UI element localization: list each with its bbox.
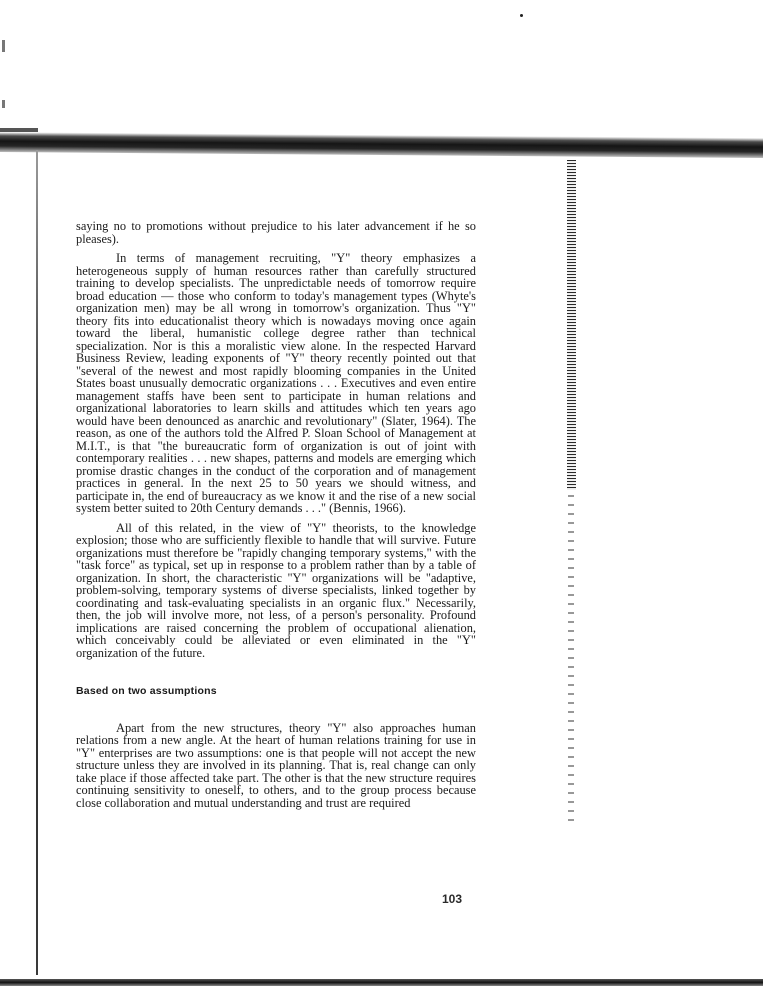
- scan-left-tick: [2, 40, 5, 52]
- page-number: 103: [442, 892, 463, 906]
- scan-speck: [520, 14, 523, 17]
- scan-left-edge-line: [36, 150, 38, 975]
- section-heading: Based on two assumptions: [76, 685, 217, 697]
- paragraph-two-assumptions: Apart from the new structures, theory "Y" also approaches human relations from a new angle. At the heart of human relations training for use in "Y" enterprises are two assumptions: one is that people will not accept the new structure unless they are involved in its planning. That is, real change can only take place if those affected take part. The other is that the new structure requires continuing sensitivity to oneself, to others, and to the group process because close collaboration and mutual understanding and trust are required: [76, 720, 476, 810]
- paragraph-management-recruiting: In terms of management recruiting, "Y" theory emphasizes a heterogeneous supply of human resources rather than carefully structured training to develop specialists. The unpredictable needs of tomorrow require broad education — those who conform to today's management types (Whyte's organization men) may be all wrong in tomorrow's organization. Thus "Y" theory fits into educationalist theory which is nowadays moving once again toward the liberal, humanistic college degree rather than technical specialization. Nor is this a moralistic view alone. In the respected Harvard Business Review, leading exponents of "Y" theory recently pointed out that "several of the newest and most rapidly blooming companies in the United States boast unusually democratic organizations . . . Executives and even entire management staffs have been sent to participate in human relations and organizational laboratories to learn skills and attitudes which ten years ago would have been denounced as anarchic and revolutionary" (Slater, 1964). The reason, as one of the authors told the Alfred P. Sloan School of Management at M.I.T., is that "the bureaucratic form of organization is out of joint with contemporary realities . . . new shapes, patterns and models are emerging which promise drastic changes in the conduct of the corporation and of management practices in general. In the next 25 to 50 years we should witness, and participate in, the end of bureaucracy as we know it and the rise of a new social system better suited to 20th Century demands . . ." (Bennis, 1966).: [76, 251, 476, 515]
- scan-right-edge-marks: [568, 495, 574, 825]
- scan-right-edge-strip: [567, 160, 576, 490]
- scan-left-tick: [2, 100, 5, 108]
- scan-bottom-edge: [0, 979, 763, 986]
- paragraph-knowledge-explosion: All of this related, in the view of "Y" theorists, to the knowledge explosion; those who are sufficiently flexible to handle that will survive. Future organizations must therefore be "rapidly changing temporary systems," with the "task force" as typical, set up in response to a problem rather than by a table of organization. In short, the characteristic "Y" organizations will be "adaptive, problem-solving, temporary systems of diverse specialists, linked together by coordinating and task-evaluating specialists in an organic flux." Necessarily, then, the job will involve more, not less, of a person's personality. Profound implications are raised concerning the problem of occupational alienation, which conceivably could be alleviated or even eliminated in the "Y" organization of the future.: [76, 520, 476, 660]
- paragraph-continuation: saying no to promotions without prejudice to his later advancement if he so pleases).: [76, 219, 476, 246]
- body-text: [76, 220, 476, 809]
- scan-top-edge-band: [0, 132, 763, 158]
